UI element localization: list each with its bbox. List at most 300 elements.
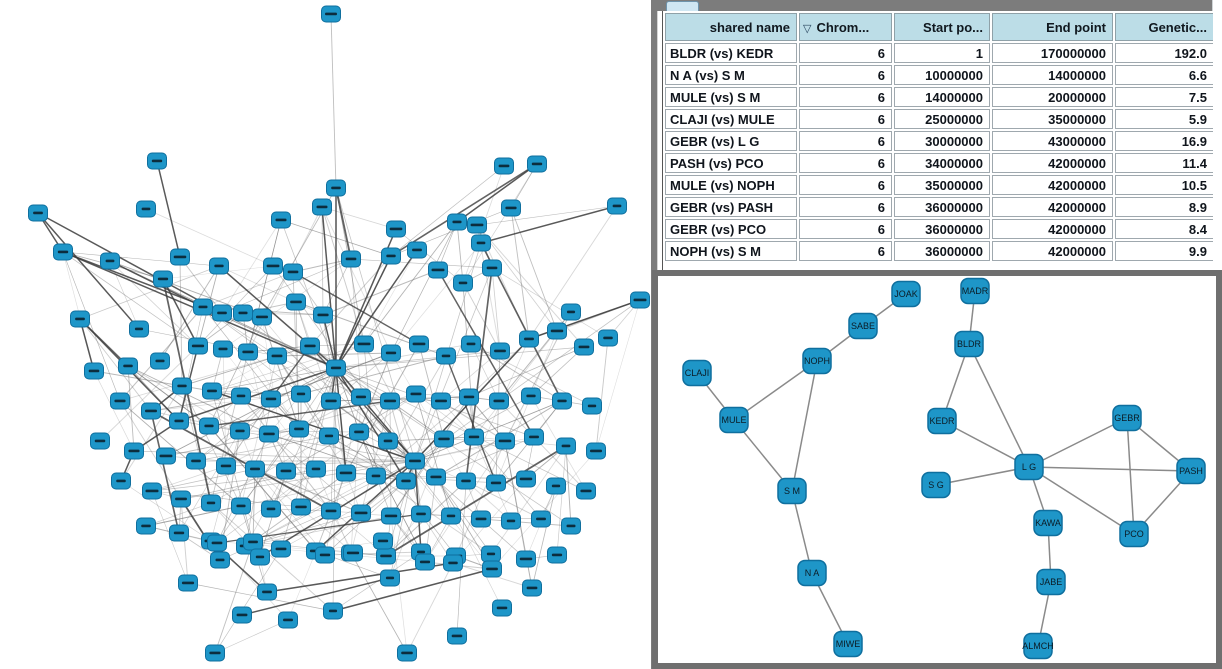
- network-node[interactable]: [172, 491, 191, 507]
- node-label: [346, 258, 357, 261]
- network-node[interactable]: [448, 628, 467, 644]
- network-edge: [336, 188, 351, 259]
- network-node[interactable]: [301, 338, 320, 354]
- shared-name-cell: CLAJI (vs) MULE: [665, 109, 797, 129]
- network-node[interactable]: [849, 314, 877, 339]
- network-node[interactable]: [91, 433, 110, 449]
- column-header[interactable]: Start po...: [894, 13, 990, 41]
- node-label: [491, 482, 501, 485]
- network-node[interactable]: [151, 353, 170, 369]
- network-node[interactable]: [210, 258, 229, 274]
- table-row[interactable]: [665, 197, 1213, 217]
- network-node[interactable]: [101, 253, 120, 269]
- network-node[interactable]: [382, 345, 401, 361]
- network-node[interactable]: [1034, 511, 1062, 536]
- node-label: [146, 490, 159, 493]
- node-label: [487, 267, 498, 270]
- network-edge: [596, 300, 640, 451]
- node-label: [499, 165, 510, 168]
- node-label: [412, 249, 422, 252]
- node-label: [209, 652, 220, 655]
- value-cell: 9.9: [1115, 241, 1213, 261]
- network-node[interactable]: [200, 418, 219, 434]
- network-node[interactable]: [173, 378, 192, 394]
- network-node[interactable]: [961, 279, 989, 304]
- node-label: [401, 652, 413, 655]
- network-node[interactable]: [502, 513, 521, 529]
- node-label: KEDR: [929, 416, 955, 426]
- shared-name-cell: MULE (vs) S M: [665, 87, 797, 107]
- value-cell: 42000000: [992, 175, 1113, 195]
- network-node[interactable]: [462, 336, 481, 352]
- network-node[interactable]: [1022, 634, 1054, 659]
- node-label: S M: [783, 486, 801, 496]
- network-node[interactable]: [234, 305, 253, 321]
- network-node[interactable]: [322, 6, 341, 22]
- network-node[interactable]: [599, 330, 618, 346]
- network-node[interactable]: [157, 448, 176, 464]
- network-node[interactable]: [381, 570, 400, 586]
- network-node[interactable]: [206, 645, 225, 661]
- network-node[interactable]: [528, 156, 547, 172]
- node-label: [214, 265, 223, 268]
- network-edge: [212, 368, 336, 391]
- network-node[interactable]: [468, 217, 487, 233]
- node-label: [212, 542, 223, 545]
- network-edge: [596, 338, 608, 451]
- network-node[interactable]: [798, 561, 826, 586]
- network-node[interactable]: [892, 282, 920, 307]
- node-label: L G: [1021, 462, 1037, 472]
- network-edge: [451, 516, 541, 519]
- network-node[interactable]: [547, 478, 566, 494]
- network-node[interactable]: [292, 499, 311, 515]
- value-cell: 30000000: [894, 131, 990, 151]
- network-node[interactable]: [260, 426, 279, 442]
- network-node[interactable]: [344, 545, 363, 561]
- network-node[interactable]: [778, 479, 806, 504]
- node-label: PCO: [1124, 529, 1144, 539]
- network-node[interactable]: [374, 533, 393, 549]
- network-node[interactable]: [517, 471, 536, 487]
- value-cell: 42000000: [992, 197, 1113, 217]
- network-node[interactable]: [495, 158, 514, 174]
- network-node[interactable]: [397, 473, 416, 489]
- value-cell: 10000000: [894, 65, 990, 85]
- value-cell: 34000000: [894, 153, 990, 173]
- table-row[interactable]: [665, 219, 1213, 239]
- network-node[interactable]: [562, 518, 581, 534]
- node-label: S G: [928, 480, 944, 490]
- network-node[interactable]: [928, 409, 956, 434]
- network-node[interactable]: [211, 552, 230, 568]
- value-cell: 6: [799, 87, 892, 107]
- network-node[interactable]: [553, 393, 572, 409]
- node-label: [288, 271, 299, 274]
- node-label: [448, 562, 457, 565]
- network-node[interactable]: [203, 383, 222, 399]
- node-label: [33, 212, 43, 215]
- node-label: [493, 400, 504, 403]
- network-node[interactable]: [232, 498, 251, 514]
- network-node[interactable]: [583, 398, 602, 414]
- table-row[interactable]: [665, 241, 1213, 261]
- network-node[interactable]: [214, 341, 233, 357]
- network-node[interactable]: [460, 389, 479, 405]
- node-label: [217, 312, 227, 315]
- network-node[interactable]: [1037, 570, 1065, 595]
- network-node[interactable]: [472, 511, 491, 527]
- network-node[interactable]: [279, 612, 298, 628]
- network-node[interactable]: [54, 244, 73, 260]
- network-node[interactable]: [608, 198, 627, 214]
- network-node[interactable]: [316, 547, 335, 563]
- network-node[interactable]: [490, 393, 509, 409]
- network-node[interactable]: [483, 561, 502, 577]
- node-label: MADR: [961, 286, 989, 296]
- shared-name-cell: N A (vs) S M: [665, 65, 797, 85]
- network-node[interactable]: [387, 221, 406, 237]
- network-node[interactable]: [355, 336, 374, 352]
- network-node[interactable]: [454, 275, 473, 291]
- network-node[interactable]: [416, 554, 435, 570]
- value-cell: 6.6: [1115, 65, 1213, 85]
- network-edge: [351, 553, 407, 653]
- network-node[interactable]: [233, 607, 252, 623]
- node-label: [152, 160, 162, 163]
- network-node[interactable]: [496, 433, 515, 449]
- network-node[interactable]: [522, 388, 541, 404]
- network-edge: [792, 361, 817, 491]
- network-node[interactable]: [367, 468, 386, 484]
- network-node[interactable]: [189, 338, 208, 354]
- node-label: [527, 587, 538, 590]
- network-node[interactable]: [406, 453, 425, 469]
- network-node[interactable]: [320, 428, 339, 444]
- node-label: [469, 436, 479, 439]
- network-node[interactable]: [171, 249, 190, 265]
- network-node[interactable]: [548, 323, 567, 339]
- network-node[interactable]: [562, 304, 581, 320]
- value-cell: 6: [799, 197, 892, 217]
- network-node[interactable]: [379, 433, 398, 449]
- network-node[interactable]: [125, 443, 144, 459]
- node-label: [580, 490, 591, 493]
- network-node[interactable]: [720, 408, 748, 433]
- node-label: [487, 553, 495, 556]
- network-node[interactable]: [137, 518, 156, 534]
- network-node[interactable]: [382, 508, 401, 524]
- network-node[interactable]: [112, 473, 131, 489]
- network-node[interactable]: [922, 473, 950, 498]
- network-edge: [457, 222, 463, 283]
- table-row[interactable]: [665, 43, 1213, 63]
- network-node[interactable]: [268, 348, 287, 364]
- network-node[interactable]: [1120, 522, 1148, 547]
- network-node[interactable]: [327, 180, 346, 196]
- detail-network-canvas[interactable]: [658, 276, 1216, 663]
- node-label: N A: [804, 568, 820, 578]
- network-node[interactable]: [292, 386, 311, 402]
- network-node[interactable]: [457, 473, 476, 489]
- table-tab[interactable]: [666, 1, 699, 11]
- network-node[interactable]: [277, 463, 296, 479]
- network-node[interactable]: [465, 429, 484, 445]
- shared-name-cell: PASH (vs) PCO: [665, 153, 797, 173]
- network-node[interactable]: [382, 248, 401, 264]
- value-cell: 170000000: [992, 43, 1113, 63]
- network-node[interactable]: [520, 331, 539, 347]
- column-header[interactable]: ▽ Chrom...: [799, 13, 892, 41]
- network-node[interactable]: [577, 483, 596, 499]
- network-node[interactable]: [231, 423, 250, 439]
- node-label: [192, 345, 204, 348]
- network-node[interactable]: [437, 348, 456, 364]
- table-row[interactable]: [665, 175, 1213, 195]
- network-node[interactable]: [377, 548, 396, 564]
- network-node[interactable]: [284, 264, 303, 280]
- network-edge: [436, 477, 502, 608]
- network-node[interactable]: [170, 413, 189, 429]
- network-node[interactable]: [130, 321, 149, 337]
- network-node[interactable]: [398, 645, 417, 661]
- attribute-table: [663, 11, 1213, 263]
- network-node[interactable]: [350, 424, 369, 440]
- network-node[interactable]: [208, 535, 227, 551]
- network-node[interactable]: [442, 508, 461, 524]
- network-node[interactable]: [803, 349, 831, 374]
- network-node[interactable]: [448, 214, 467, 230]
- network-node[interactable]: [287, 294, 306, 310]
- node-label: [520, 558, 532, 561]
- network-node[interactable]: [1177, 459, 1205, 484]
- value-cell: 10.5: [1115, 175, 1213, 195]
- network-node[interactable]: [85, 363, 104, 379]
- network-node[interactable]: [575, 339, 594, 355]
- network-node[interactable]: [472, 235, 491, 251]
- network-edge: [215, 620, 288, 653]
- network-node[interactable]: [532, 511, 551, 527]
- network-node[interactable]: [1015, 455, 1043, 480]
- network-node[interactable]: [258, 584, 277, 600]
- network-node[interactable]: [493, 600, 512, 616]
- network-node[interactable]: [119, 358, 138, 374]
- network-node[interactable]: [202, 495, 221, 511]
- network-node[interactable]: [444, 555, 463, 571]
- table-row[interactable]: [665, 109, 1213, 129]
- network-node[interactable]: [517, 551, 536, 567]
- value-cell: 192.0: [1115, 43, 1213, 63]
- table-row[interactable]: [665, 131, 1213, 151]
- network-node[interactable]: [29, 205, 48, 221]
- node-label: [355, 512, 368, 515]
- network-node[interactable]: [217, 458, 236, 474]
- table-body: [665, 43, 1213, 261]
- node-label: [380, 555, 392, 558]
- node-label: [267, 265, 280, 268]
- node-label: [175, 498, 187, 501]
- node-label: [378, 540, 388, 543]
- value-cell: 42000000: [992, 153, 1113, 173]
- network-node[interactable]: [246, 461, 265, 477]
- value-cell: 14000000: [992, 65, 1113, 85]
- node-label: [340, 472, 352, 475]
- network-node[interactable]: [337, 465, 356, 481]
- node-label: [160, 455, 173, 458]
- network-node[interactable]: [352, 389, 371, 405]
- node-label: [588, 405, 596, 408]
- network-node[interactable]: [352, 505, 371, 521]
- network-node[interactable]: [194, 299, 213, 315]
- network-node[interactable]: [412, 506, 431, 522]
- node-label: [218, 348, 227, 351]
- node-label: [297, 393, 305, 396]
- network-node[interactable]: [154, 271, 173, 287]
- table-row[interactable]: [665, 65, 1213, 85]
- network-node[interactable]: [523, 580, 542, 596]
- network-node[interactable]: [142, 403, 161, 419]
- network-node[interactable]: [525, 429, 544, 445]
- node-label: [442, 355, 450, 358]
- node-label: [386, 577, 394, 580]
- node-label: [438, 438, 449, 441]
- node-label: MIWE: [835, 639, 861, 649]
- network-node[interactable]: [342, 251, 361, 267]
- node-label: [390, 228, 403, 231]
- node-label: [276, 548, 287, 551]
- network-node[interactable]: [314, 307, 333, 323]
- network-node[interactable]: [179, 575, 198, 591]
- network-node[interactable]: [548, 547, 567, 563]
- node-label: [242, 351, 253, 354]
- value-cell: 42000000: [992, 219, 1113, 239]
- column-header[interactable]: shared name: [665, 13, 797, 41]
- network-node[interactable]: [262, 501, 281, 517]
- network-node[interactable]: [313, 199, 332, 215]
- node-label: [358, 343, 371, 346]
- value-cell: 6: [799, 65, 892, 85]
- node-label: [262, 591, 272, 594]
- value-cell: 35000000: [894, 175, 990, 195]
- network-node[interactable]: [483, 260, 502, 276]
- node-label: [116, 480, 125, 483]
- node-label: [471, 224, 484, 227]
- node-label: [452, 635, 463, 638]
- network-node[interactable]: [322, 393, 341, 409]
- network-node[interactable]: [253, 309, 272, 325]
- network-node[interactable]: [1113, 406, 1141, 431]
- network-node[interactable]: [148, 153, 167, 169]
- network-node[interactable]: [71, 311, 90, 327]
- network-node[interactable]: [290, 421, 309, 437]
- network-node[interactable]: [307, 461, 326, 477]
- network-node[interactable]: [111, 393, 130, 409]
- network-node[interactable]: [557, 438, 576, 454]
- network-node[interactable]: [955, 332, 983, 357]
- network-node[interactable]: [407, 386, 426, 402]
- table-scrollbar-track[interactable]: [1212, 0, 1222, 270]
- node-label: [272, 355, 283, 358]
- network-node[interactable]: [491, 343, 510, 359]
- node-label: [494, 350, 506, 353]
- network-node[interactable]: [264, 258, 283, 274]
- network-node[interactable]: [272, 541, 291, 557]
- network-node[interactable]: [239, 344, 258, 360]
- node-label: [174, 256, 187, 259]
- network-node[interactable]: [143, 483, 162, 499]
- network-node[interactable]: [187, 453, 206, 469]
- node-label: [347, 552, 359, 555]
- node-label: [145, 410, 157, 413]
- node-label: [447, 515, 455, 518]
- network-node[interactable]: [327, 360, 346, 376]
- network-node[interactable]: [262, 391, 281, 407]
- network-node[interactable]: [435, 431, 454, 447]
- filter-icon[interactable]: ▽: [803, 22, 812, 35]
- node-label: [267, 508, 276, 511]
- network-node[interactable]: [834, 632, 862, 657]
- value-cell: 6: [799, 43, 892, 63]
- network-node[interactable]: [232, 388, 251, 404]
- table-row[interactable]: [665, 153, 1213, 173]
- shared-name-cell: BLDR (vs) KEDR: [665, 43, 797, 63]
- node-label: [237, 395, 246, 398]
- network-edge: [322, 207, 396, 229]
- column-header[interactable]: Genetic...: [1115, 13, 1213, 41]
- network-node[interactable]: [502, 200, 521, 216]
- node-label: [417, 551, 425, 554]
- network-node[interactable]: [137, 201, 156, 217]
- network-node[interactable]: [213, 305, 232, 321]
- network-node[interactable]: [324, 603, 343, 619]
- network-node[interactable]: [408, 242, 427, 258]
- network-node[interactable]: [410, 336, 429, 352]
- network-node[interactable]: [683, 361, 711, 386]
- node-label: [114, 400, 125, 403]
- network-node[interactable]: [432, 393, 451, 409]
- value-cell: 6: [799, 241, 892, 261]
- table-top-strip: [657, 0, 1212, 11]
- value-cell: 5.9: [1115, 109, 1213, 129]
- network-node[interactable]: [487, 475, 506, 491]
- network-edge: [38, 213, 139, 329]
- network-node[interactable]: [272, 212, 291, 228]
- network-node[interactable]: [631, 292, 650, 308]
- network-node[interactable]: [427, 469, 446, 485]
- node-label: [557, 400, 566, 403]
- network-node[interactable]: [170, 525, 189, 541]
- network-node[interactable]: [322, 503, 341, 519]
- node-label: [562, 445, 571, 448]
- node-label: [603, 337, 612, 340]
- node-label: [221, 465, 231, 468]
- node-label: [432, 269, 445, 272]
- network-node[interactable]: [381, 393, 400, 409]
- column-header[interactable]: End point: [992, 13, 1113, 41]
- node-label: [567, 311, 575, 314]
- node-label: [590, 450, 602, 453]
- network-node[interactable]: [251, 549, 270, 565]
- node-label: [435, 400, 447, 403]
- network-node[interactable]: [429, 262, 448, 278]
- network-node[interactable]: [587, 443, 606, 459]
- node-label: [325, 435, 333, 438]
- network-node[interactable]: [244, 534, 263, 550]
- node-label: [256, 316, 268, 319]
- table-row[interactable]: [665, 87, 1213, 107]
- network-node[interactable]: [482, 546, 501, 562]
- node-label: [158, 278, 168, 281]
